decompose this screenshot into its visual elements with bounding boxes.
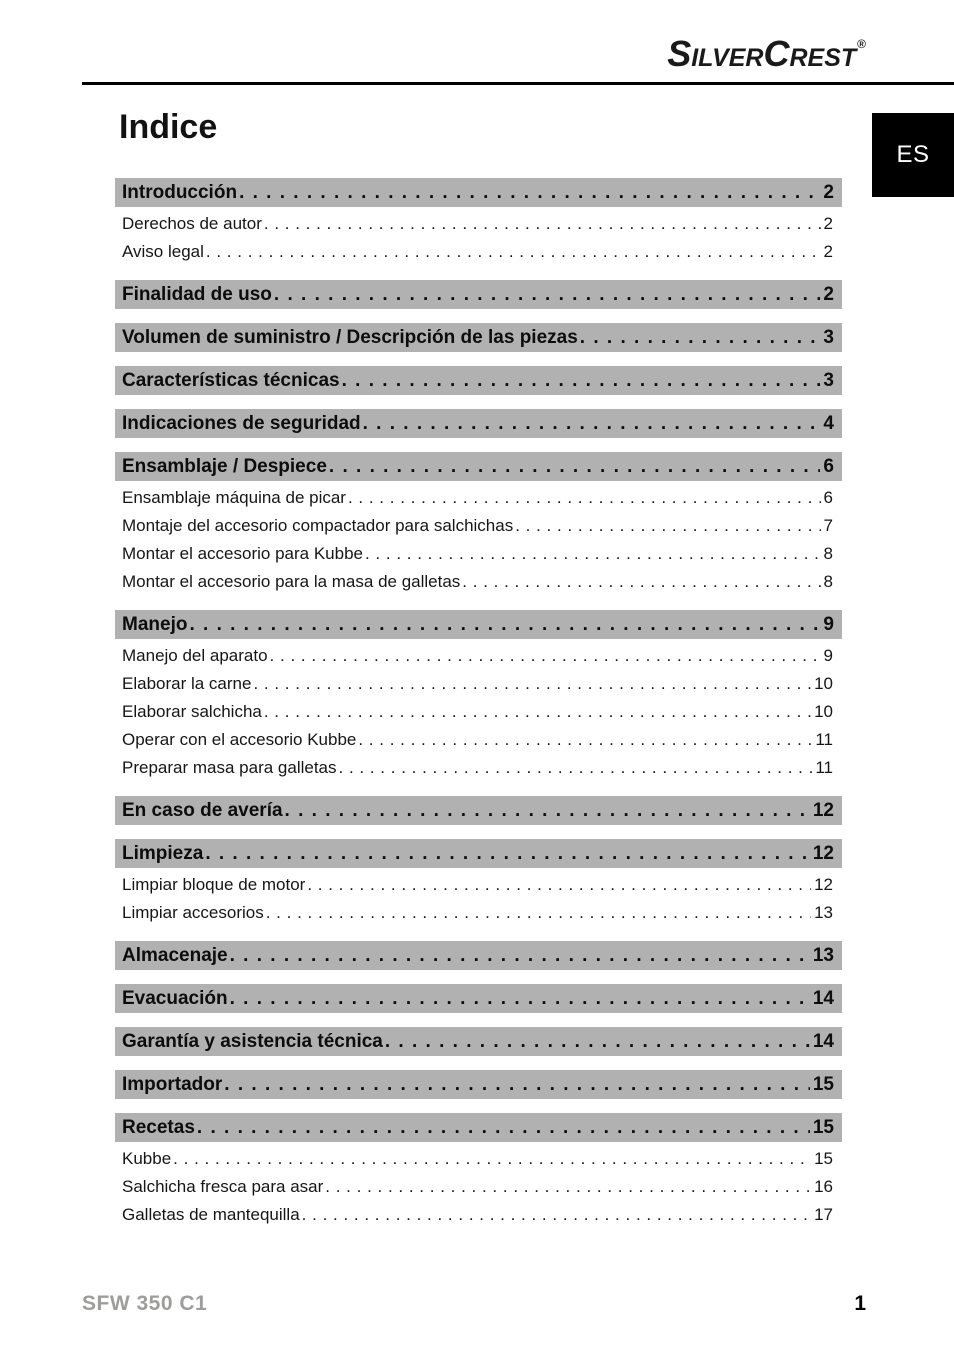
toc-sub-row — [115, 899, 842, 927]
toc-section-bar — [115, 323, 842, 352]
toc-leader-dots — [462, 568, 820, 596]
toc-section-bar — [115, 610, 842, 639]
toc-sub-label: Limpiar accesorios — [122, 903, 264, 922]
toc-leader-dots — [230, 941, 810, 970]
toc-sub-label: Limpiar bloque de motor — [122, 875, 306, 894]
toc — [115, 178, 842, 1229]
toc-sub-label: Montar el accesorio para la masa de galletas — [122, 572, 461, 591]
toc-section-page: 2 — [823, 284, 834, 305]
toc-section-title: Ensamblaje / Despiece — [122, 456, 327, 477]
toc-leader-dots — [274, 280, 821, 309]
toc-sub-label: Preparar masa para galletas — [122, 758, 337, 777]
language-tab — [872, 113, 954, 197]
toc-sub-label: Elaborar salchicha — [122, 702, 262, 721]
toc-sub-page: 11 — [815, 730, 833, 749]
toc-section-bar — [115, 409, 842, 438]
toc-leader-dots — [385, 1027, 810, 1056]
toc-section-title: Importador — [122, 1074, 223, 1095]
toc-subsection-list — [115, 207, 842, 266]
toc-section-title: Manejo — [122, 614, 188, 635]
toc-section-bar — [115, 1070, 842, 1099]
toc-sub-page: 12 — [814, 875, 833, 894]
toc-leader-dots — [197, 1113, 810, 1142]
toc-leader-dots — [339, 754, 813, 782]
toc-sub-row — [115, 642, 842, 670]
toc-sub-row — [115, 698, 842, 726]
toc-sub-label: Galletas de mantequilla — [122, 1205, 300, 1224]
toc-leader-dots — [264, 698, 811, 726]
toc-sub-row — [115, 1201, 842, 1229]
toc-section-page: 3 — [823, 370, 834, 391]
toc-sub-label: Operar con el accesorio Kubbe — [122, 730, 357, 749]
toc-section-title: Características técnicas — [122, 370, 340, 391]
brand-logo — [667, 33, 866, 75]
toc-section-page: 12 — [812, 843, 834, 864]
toc-sub-page: 11 — [815, 758, 833, 777]
toc-section-page: 3 — [823, 327, 834, 348]
toc-leader-dots — [253, 670, 811, 698]
toc-sub-page: 10 — [814, 702, 833, 721]
toc-sub-row — [115, 210, 842, 238]
toc-leader-dots — [342, 366, 821, 395]
toc-sub-row — [115, 1173, 842, 1201]
toc-sub-label: Salchicha fresca para asar — [122, 1177, 324, 1196]
toc-sub-page: 6 — [823, 488, 833, 507]
toc-section-title: Indicaciones de seguridad — [122, 413, 361, 434]
toc-leader-dots — [270, 642, 821, 670]
toc-leader-dots — [266, 899, 811, 927]
toc-sub-row — [115, 670, 842, 698]
toc-leader-dots — [325, 1173, 811, 1201]
toc-section-title: Volumen de suministro / Descripción de las piezas — [122, 327, 578, 348]
page-title: Indice — [119, 108, 218, 146]
toc-section-title: Recetas — [122, 1117, 195, 1138]
toc-sub-row — [115, 1145, 842, 1173]
toc-sub-page: 17 — [814, 1205, 833, 1224]
toc-section-page: 2 — [823, 182, 834, 203]
toc-sub-row — [115, 540, 842, 568]
footer-model-number: SFW 350 C1 — [82, 1292, 208, 1315]
toc-section-bar — [115, 941, 842, 970]
footer-page-number: 1 — [854, 1292, 866, 1315]
toc-leader-dots — [205, 839, 810, 868]
toc-section-page: 15 — [812, 1074, 834, 1095]
toc-leader-dots — [365, 540, 821, 568]
toc-sub-row — [115, 512, 842, 540]
toc-leader-dots — [206, 238, 821, 266]
toc-sub-label: Ensamblaje máquina de picar — [122, 488, 346, 507]
toc-sub-page: 7 — [823, 516, 833, 535]
toc-subsection-list — [115, 481, 842, 596]
toc-section-bar — [115, 452, 842, 481]
toc-section-page: 14 — [812, 988, 834, 1009]
toc-section-page: 9 — [823, 614, 834, 635]
toc-leader-dots — [264, 210, 821, 238]
toc-section-bar — [115, 366, 842, 395]
toc-sub-page: 10 — [814, 674, 833, 693]
toc-sub-row — [115, 484, 842, 512]
toc-section-title: Garantía y asistencia técnica — [122, 1031, 383, 1052]
toc-leader-dots — [358, 726, 812, 754]
toc-leader-dots — [239, 178, 820, 207]
toc-section-page: 14 — [812, 1031, 834, 1052]
toc-section-title: Almacenaje — [122, 945, 228, 966]
toc-sub-row — [115, 568, 842, 596]
toc-section-page: 13 — [812, 945, 834, 966]
toc-sub-label: Aviso legal — [122, 242, 204, 261]
toc-section-page: 4 — [823, 413, 834, 434]
toc-section-title: En caso de avería — [122, 800, 283, 821]
toc-subsection-list — [115, 868, 842, 927]
toc-section-bar — [115, 1113, 842, 1142]
header-divider — [82, 82, 954, 85]
toc-leader-dots — [580, 323, 821, 352]
toc-section-bar — [115, 984, 842, 1013]
toc-sub-page: 16 — [814, 1177, 833, 1196]
brand-logo-text: SilverCrest — [667, 33, 857, 74]
toc-leader-dots — [224, 1070, 810, 1099]
toc-section-bar — [115, 796, 842, 825]
toc-leader-dots — [515, 512, 820, 540]
toc-leader-dots — [307, 871, 811, 899]
toc-section-page: 15 — [812, 1117, 834, 1138]
toc-sub-label: Elaborar la carne — [122, 674, 252, 693]
toc-sub-page: 13 — [814, 903, 833, 922]
toc-sub-row — [115, 754, 842, 782]
registered-trademark-icon: ® — [857, 37, 866, 51]
toc-sub-row — [115, 871, 842, 899]
toc-sub-label: Derechos de autor — [122, 214, 262, 233]
toc-leader-dots — [329, 452, 821, 481]
toc-subsection-list — [115, 639, 842, 782]
toc-sub-page: 8 — [823, 544, 833, 563]
toc-subsection-list — [115, 1142, 842, 1229]
toc-sub-label: Montaje del accesorio compactador para salchichas — [122, 516, 514, 535]
toc-leader-dots — [348, 484, 821, 512]
toc-leader-dots — [302, 1201, 811, 1229]
toc-leader-dots — [189, 610, 820, 639]
toc-sub-row — [115, 726, 842, 754]
toc-leader-dots — [230, 984, 810, 1013]
toc-section-bar — [115, 1027, 842, 1056]
toc-sub-page: 2 — [823, 242, 833, 261]
toc-leader-dots — [285, 796, 810, 825]
toc-sub-page: 8 — [823, 572, 833, 591]
toc-section-bar — [115, 839, 842, 868]
toc-sub-label: Montar el accesorio para Kubbe — [122, 544, 363, 563]
toc-section-page: 12 — [812, 800, 834, 821]
language-tab-label: ES — [896, 141, 930, 168]
toc-section-title: Introducción — [122, 182, 238, 203]
toc-sub-page: 15 — [814, 1149, 833, 1168]
toc-leader-dots — [173, 1145, 811, 1173]
toc-section-page: 6 — [823, 456, 834, 477]
toc-section-title: Limpieza — [122, 843, 204, 864]
toc-sub-label: Kubbe — [122, 1149, 172, 1168]
toc-section-bar — [115, 280, 842, 309]
toc-section-bar — [115, 178, 842, 207]
toc-leader-dots — [363, 409, 821, 438]
toc-section-title: Evacuación — [122, 988, 228, 1009]
toc-sub-row — [115, 238, 842, 266]
toc-sub-page: 9 — [823, 646, 833, 665]
toc-section-title: Finalidad de uso — [122, 284, 272, 305]
toc-sub-label: Manejo del aparato — [122, 646, 268, 665]
toc-sub-page: 2 — [823, 214, 833, 233]
